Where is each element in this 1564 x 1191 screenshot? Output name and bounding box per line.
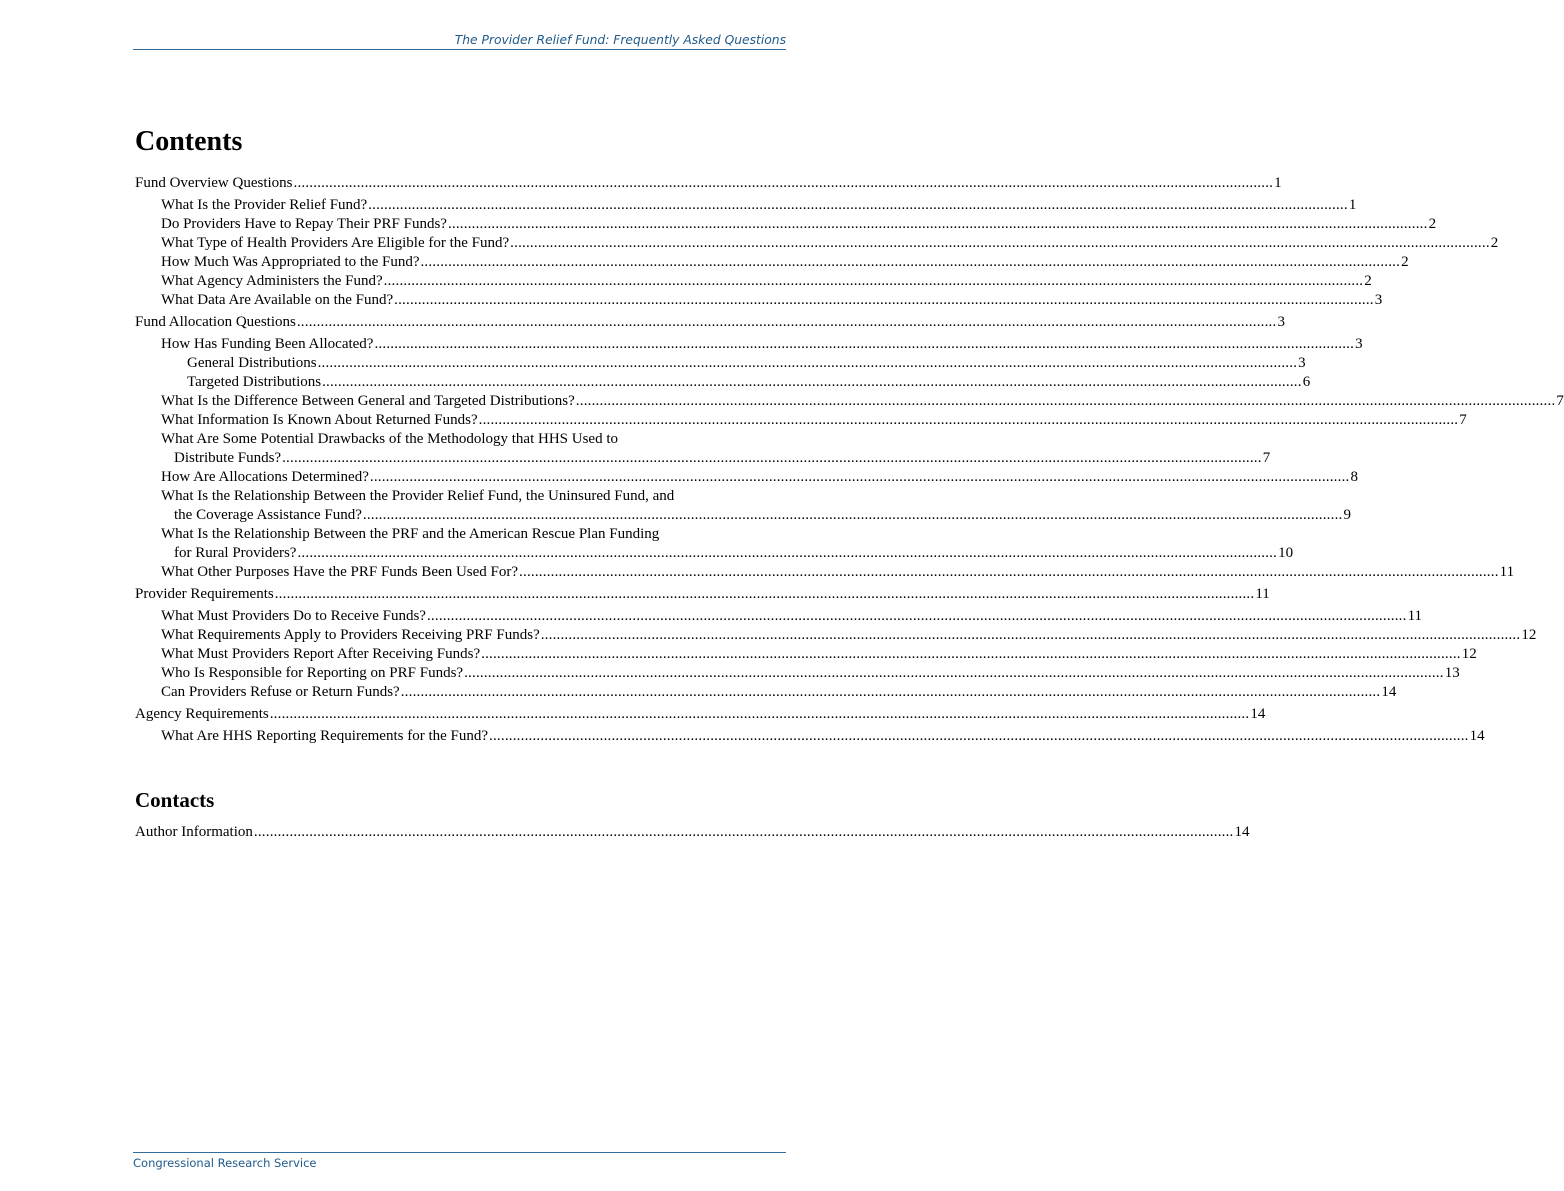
toc-entry[interactable]: [135, 234, 1499, 253]
dot-leader: [519, 563, 1499, 582]
running-footer: [133, 1152, 786, 1170]
dot-leader: [363, 507, 1343, 523]
dot-leader: [254, 823, 1234, 842]
dot-leader: [489, 727, 1469, 746]
toc-entry-title: How Has Funding Been Allocated?: [161, 336, 374, 352]
toc-entry-page: 3: [1277, 314, 1285, 330]
toc-entry-page: 3: [1298, 355, 1306, 371]
toc-entry-page: 2: [1490, 235, 1499, 251]
dot-leader: [294, 174, 1274, 193]
toc-entry[interactable]: [135, 291, 1383, 310]
toc-entry-title-continued: Distribute Funds?: [174, 450, 282, 466]
dot-leader: [576, 392, 1556, 411]
toc-entry-title: What Is the Relationship Between the Provider Relief Fund, the Uninsured Fund, and: [161, 488, 675, 504]
toc-entry-title: Provider Requirements: [135, 586, 274, 602]
toc-entry[interactable]: [135, 272, 1372, 291]
footer-text: Congressional Research Service: [133, 1156, 317, 1170]
dot-leader: [384, 272, 1364, 291]
toc-entry-page: 13: [1444, 665, 1460, 681]
toc-entry-title: What Is the Relationship Between the PRF and the American Rescue Plan Funding: [161, 526, 660, 542]
toc-entry[interactable]: [135, 392, 1564, 411]
running-header: [133, 33, 786, 50]
toc-entry-page: 6: [1302, 374, 1311, 390]
toc-entry-title: What Is the Provider Relief Fund?: [161, 197, 368, 213]
toc-entry[interactable]: [135, 354, 1306, 373]
dot-leader: [448, 215, 1428, 234]
toc-entry-title: What Other Purposes Have the PRF Funds Been Used For?: [161, 564, 519, 580]
toc-entry[interactable]: [135, 411, 1467, 430]
toc-entry-page: 1: [1274, 175, 1282, 191]
toc-entry-title: Who Is Responsible for Reporting on PRF Funds?: [161, 665, 464, 681]
contacts-list: [135, 823, 1250, 842]
toc-entry[interactable]: [135, 174, 1282, 193]
toc-entry-page: 14: [1250, 706, 1266, 722]
toc-entry-title: Author Information: [135, 824, 253, 840]
dot-leader: [479, 411, 1459, 430]
toc-entry-page: 9: [1343, 507, 1351, 523]
toc-entry[interactable]: [135, 823, 1250, 842]
toc-entry-page: 11: [1255, 586, 1270, 602]
dot-leader: [481, 645, 1461, 664]
toc-entry[interactable]: [135, 196, 1357, 215]
contacts-heading: Contacts: [135, 788, 215, 812]
contents-heading: Contents: [135, 126, 243, 157]
toc-entry[interactable]: [135, 727, 1485, 746]
toc-entry[interactable]: [135, 664, 1460, 683]
toc-entry-page: 10: [1278, 545, 1294, 561]
dot-leader: [510, 234, 1490, 253]
dot-leader: [427, 607, 1407, 626]
dot-leader: [282, 450, 1262, 466]
toc-entry[interactable]: [135, 607, 1423, 626]
toc-entry-title: Do Providers Have to Repay Their PRF Funds?: [161, 216, 447, 232]
dot-leader: [420, 253, 1400, 272]
dot-leader: [401, 683, 1381, 702]
toc-entry-title: Fund Overview Questions: [135, 175, 293, 191]
toc-entry[interactable]: [135, 468, 1358, 487]
toc-entry-title: Fund Allocation Questions: [135, 314, 296, 330]
toc-entry-title: What Data Are Available on the Fund?: [161, 292, 394, 308]
toc-entry-page: 14: [1469, 728, 1485, 744]
dot-leader: [297, 313, 1277, 332]
toc-entry[interactable]: [135, 705, 1266, 724]
toc-entry-page: 7: [1556, 393, 1564, 409]
toc-entry-page: 14: [1234, 824, 1250, 840]
toc-entry-title: What Requirements Apply to Providers Receiving PRF Funds?: [161, 627, 540, 643]
toc-entry[interactable]: [135, 313, 1285, 332]
toc-entry-page: 8: [1350, 469, 1358, 485]
toc-entry-page: 11: [1499, 564, 1515, 580]
toc-entry[interactable]: [135, 430, 1271, 468]
toc-entry-title: What Agency Administers the Fund?: [161, 273, 383, 289]
toc-entry-page: 2: [1401, 254, 1409, 270]
dot-leader: [275, 585, 1255, 604]
header-rule: [133, 49, 786, 50]
toc-entry[interactable]: [135, 645, 1477, 664]
toc-entry-page: 11: [1407, 608, 1423, 624]
toc-entry[interactable]: [135, 563, 1515, 582]
table-of-contents: [135, 174, 1564, 746]
toc-entry-page: 3: [1374, 292, 1383, 308]
toc-entry[interactable]: [135, 626, 1537, 645]
toc-entry[interactable]: [135, 253, 1409, 272]
dot-leader: [318, 354, 1298, 373]
toc-entry[interactable]: [135, 335, 1363, 354]
dot-leader: [464, 664, 1444, 683]
dot-leader: [270, 705, 1250, 724]
toc-entry-title-continued: for Rural Providers?: [174, 545, 297, 561]
dot-leader: [297, 545, 1277, 561]
toc-entry[interactable]: [135, 487, 1351, 525]
toc-entry-title: How Are Allocations Determined?: [161, 469, 369, 485]
toc-entry[interactable]: [135, 373, 1311, 392]
toc-entry-title: Agency Requirements: [135, 706, 269, 722]
dot-leader: [322, 373, 1302, 392]
toc-entry-page: 2: [1428, 216, 1437, 232]
toc-entry[interactable]: [135, 215, 1437, 234]
toc-entry[interactable]: [135, 525, 1294, 563]
toc-entry-page: 7: [1459, 412, 1467, 428]
dot-leader: [374, 335, 1354, 354]
toc-entry-page: 3: [1355, 336, 1363, 352]
toc-entry-title: What Must Providers Report After Receiving Funds?: [161, 646, 481, 662]
dot-leader: [368, 196, 1348, 215]
toc-entry-page: 2: [1364, 273, 1372, 289]
footer-rule: [133, 1152, 786, 1153]
dot-leader: [541, 626, 1521, 645]
dot-leader: [370, 468, 1350, 487]
toc-entry[interactable]: [135, 683, 1397, 702]
toc-entry-page: 7: [1262, 450, 1271, 466]
toc-entry-page: 12: [1461, 646, 1477, 662]
toc-entry-title: General Distributions: [187, 355, 317, 371]
toc-entry-title: What Type of Health Providers Are Eligible for the Fund?: [161, 235, 510, 251]
toc-entry-page: 1: [1348, 197, 1357, 213]
toc-entry-title-continued: the Coverage Assistance Fund?: [174, 507, 362, 523]
toc-entry-page: 12: [1521, 627, 1537, 643]
toc-entry-title: What Are HHS Reporting Requirements for the Fund?: [161, 728, 489, 744]
toc-entry-title: What Are Some Potential Drawbacks of the Methodology that HHS Used to: [161, 431, 619, 447]
toc-entry-title: What Must Providers Do to Receive Funds?: [161, 608, 426, 624]
toc-entry-title: Targeted Distributions: [187, 374, 322, 390]
toc-entry-title: What Is the Difference Between General and Targeted Distributions?: [161, 393, 575, 409]
header-title: The Provider Relief Fund: Frequently Asked Questions: [454, 33, 786, 47]
toc-entry-title: How Much Was Appropriated to the Fund?: [161, 254, 420, 270]
dot-leader: [394, 291, 1374, 310]
toc-entry-title: What Information Is Known About Returned Funds?: [161, 412, 478, 428]
toc-entry[interactable]: [135, 585, 1270, 604]
toc-entry-title: Can Providers Refuse or Return Funds?: [161, 684, 400, 700]
toc-entry-page: 14: [1381, 684, 1397, 700]
